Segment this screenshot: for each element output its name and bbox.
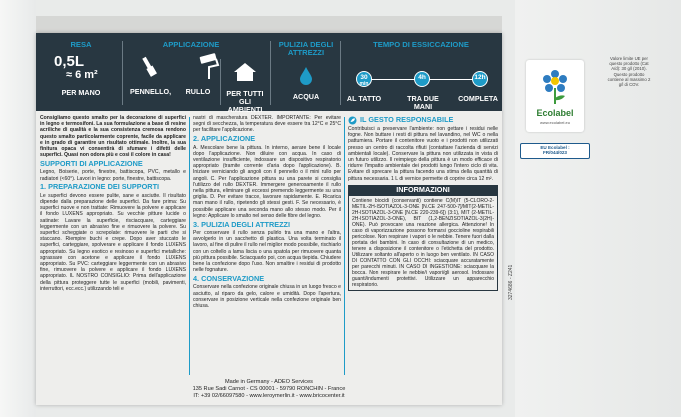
can-rim bbox=[36, 16, 502, 34]
ecolabel-reg-line1: EU Ecolabel : bbox=[540, 145, 570, 150]
column-divider bbox=[189, 117, 190, 375]
informazioni-title: INFORMAZIONI bbox=[348, 185, 498, 195]
preparazione-text: Le superfici devono essere pulite, sane e asciutte. Il risultato dipende dalla preparazione delle superfici. Da fare prima: Su superfici nuove e non trattate: Rimuovere la polvere e applicare il fondo LUXENS appropriato. Su vecchie pitture lucide o satinate: Lavare la superficie, risciacquare, carteggiare leggermente con un abrasivo fine e rimuovere la polvere. Su superfici scheggiate o screpolate: rimuovere le parti che si staccano. Riempire buchi e crepe. Dopo aver stuccato le superfici, carteggiare, spolverare e applicare il fondo LUXENS appropriato. Su legno esotico e resinoso e superfici metalliche: sgrassare con acetone e applicare il fondo LUXENS appropriato. Su PVC: carteggiare leggermente con un abrasivo fine, rimuovere la polvere e applicare il fondo LUXENS appropriato. IL NOSTRO CONSIGLIO: Prima dell'applicazione della pittura proteggere tutte le superfici (mobili, pavimenti, interruttori, ecc.ecc.) utilizzando teli e bbox=[40, 192, 186, 292]
ecolabel-reg-line2: FR/044/023 bbox=[542, 150, 567, 156]
footer-contacts: IT: +39 02/66097580 - www.leroymerlin.it - www.bricocenter.it bbox=[193, 393, 345, 399]
gesto-text: Contribuisci a preservare l'ambiente: non gettare i residui nelle fogne. Non buttare i resti di pittura nel lavandino, nel WC o nella pattumiera. Portare il contenitore vuoto e i prodotti non utilizzati presso un centro di raccolta rifiuti (contattare l'azienda di servizi ambientali locale). Conservare la pittura non utilizzata in vista di un futuro utilizzo. Il reimpiego della pittura è un modo efficace di ridurre l'impatto ambientale dei prodotti lungo l'intero ciclo di vita. Evitare di sprecare la pittura facendo una stima della quantità di pittura necessaria. 1 L di vernice permette di coprire circa 12 m². bbox=[348, 126, 498, 182]
resa-liters: 0,5L bbox=[54, 53, 85, 70]
stage-label-3: COMPLETA bbox=[458, 94, 498, 103]
applicazione-text: A. Mescolare bene la pittura. In interno, aerare bene il locale dopo l'applicazione. Non diluire con acqua. In caso di ventilazione insufficiente, indossare un dispositivo respiratorio appropriato (tramite corrente d'aria dopo l'applicazione). B. Iniziare verniciando gli angoli con il pennello o il mini rullo per angoli. C. Per l'applicazione pittura su una parete si consiglia l'utilizzo del rullo DEXTER. Immergere generosamente il rullo nella pittura, eliminare gli eccessi premendo leggermente su una griglia. D. Per evitare tracce, lavorare rapidamente. E. Ricarica man mano il rullo, ripetendo gli stessi gesti. F. Se necessario, è possibile applicare una seconda mano allo stesso modo. Per il legno: Applicare lo smalto nel senso delle fibre del legno. bbox=[193, 144, 341, 219]
applicazione-title: APPLICAZIONE bbox=[162, 40, 220, 49]
applicazione-section-title: 2. APPLICAZIONE bbox=[193, 134, 256, 144]
tool-brush: PENNELLO, bbox=[130, 87, 172, 96]
barcode-text: 3274686 - Z241 bbox=[508, 264, 514, 300]
resa-title: RESA bbox=[70, 40, 92, 49]
separator bbox=[340, 41, 341, 105]
stage-value: 12h bbox=[474, 74, 486, 81]
roller-icon bbox=[196, 53, 220, 81]
ecolabel-word: Ecolabel bbox=[536, 108, 574, 118]
product-label bbox=[36, 33, 502, 405]
column-1 bbox=[40, 115, 186, 294]
conservazione-title: 4. CONSERVAZIONE bbox=[193, 273, 265, 283]
stage-label-2: TRA DUE MANI bbox=[407, 94, 439, 111]
gesto-title: IL GESTO RESPONSABILE bbox=[360, 115, 454, 125]
conservazione-text: Conservare nella confezione originale chiusa in un luogo fresco e asciutto, al riparo da gelo, calore e umidità. Dopo l'apertura, conservare in posizione verticale nella confezione originale ben chiusa. bbox=[193, 284, 341, 310]
water-drop-icon bbox=[298, 66, 314, 86]
supporti-text: Legno, Boiserie, porte, finestre, battiscopa, PVC, metallo e radiatori (<60°). Lavori in legno: porte, finestre, battiscopa. bbox=[40, 169, 186, 182]
column-3 bbox=[348, 115, 498, 291]
pulizia-title: PULIZIA DEGLI ATTREZZI bbox=[278, 40, 334, 57]
gesto-title-row bbox=[348, 116, 498, 125]
background-left bbox=[0, 0, 36, 417]
footer-address: 135 Rue Sadi Carnot - CS 00001 - 59790 RONCHIN - France bbox=[192, 386, 346, 392]
leaf-icon bbox=[348, 116, 357, 125]
stage-value: 4h bbox=[418, 74, 426, 81]
cov-limit-text: Valore limite UE per questo prodotto (Cat A/d): 30 g/l (2010). Questo prodotto contiene al massimo 2 g/l di COV. bbox=[607, 56, 651, 88]
column-divider bbox=[344, 117, 345, 375]
col2-intro: nastri di mascheratura DEXTER. IMPORTANTE: Per evitare segni di secchezza, la temperatura deve essere tra 12°C e 25°C per facilitare l'applicazione. bbox=[193, 115, 341, 134]
intro-text: Consigliamo questo smalto per la decorazione di superfici in legno e termosifoni. La sua formulazione a base di resine acriliche di qualità e la sua consistenza cremosa rendono questo smalto particolarmente coprente, facile da applicare e in grado di garantire un risultato ottimale. Inoltre, la sua finitura opaca vi consentirà di sfumare i difetti delle superfici. Quasi non odora più e così il colore in casa! bbox=[40, 115, 186, 159]
ecolabel-logo bbox=[526, 60, 584, 132]
stage-label-1: AL TATTO bbox=[346, 94, 382, 103]
pulizia-caption: ACQUA bbox=[292, 92, 320, 101]
house-icon bbox=[232, 61, 258, 83]
label-footer bbox=[36, 379, 502, 405]
informazioni-text: Contiene biocidi (conservanti) contiene C(M)IT (5-CLORO-2-METIL-2H-ISOTIAZOL-3-ONE [N.CE 247-500-7]/MIT(2-METIL-2H-ISOTIAZOL-3-ONE [N.CE 220-239-6]) (3:1), MIT (2-METIL-2H-ISOTIAZOL-3-ONE), BIT (1,2-BENZISOTIAZOL-3(2H)-ONE). Può provocare una reazione allergica. Attenzione! In caso di vaporizzazione possono formarsi goccioline respirabili pericolose. Non respirare i vapori o le nebbie. Tenere fuori dalla portata dei bambini. In caso di consultazione di un medico, tenere a disposizione il contenitore o l'etichetta del prodotto. Utilizzare soltanto all'aperto o in luogo ben ventilato. IN CASO DI CONTATTO CON GLI OCCHI: sciacquare accuratamente per parecchi minuti. IN CASO DI INGESTIONE: sciacquare la bocca. Non respirare le nebbie/i vapori/gli aerosol. Indossare guanti/indumenti protettivi. Utilizzare un apparecchio respiratorio. bbox=[348, 195, 498, 291]
stage-circle-3 bbox=[472, 71, 488, 87]
separator bbox=[270, 41, 271, 105]
preparazione-title: 1. PREPARAZIONE DEI SUPPORTI bbox=[40, 182, 160, 192]
applicazione-target: PER TUTTI GLI AMBIENTI bbox=[226, 89, 264, 114]
ecolabel-url: www.ecolabel.eu bbox=[539, 120, 571, 125]
header-band bbox=[36, 33, 502, 114]
ecolabel-flower-icon bbox=[539, 66, 571, 106]
brush-icon bbox=[136, 55, 158, 81]
essiccazione-title: TEMPO DI ESSICCAZIONE bbox=[373, 40, 469, 49]
ecolabel-registration bbox=[520, 143, 590, 159]
column-2 bbox=[193, 115, 341, 311]
resa-caption: PER MANO bbox=[61, 88, 101, 97]
stage-value: 30 bbox=[360, 74, 368, 81]
supporti-title: SUPPORTI DI APPLICAZIONE bbox=[40, 158, 143, 168]
stage-unit: min bbox=[359, 81, 369, 87]
resa-m2: ≈ 6 m² bbox=[66, 69, 98, 81]
stage-circle-2 bbox=[414, 71, 430, 87]
stage-circle-1 bbox=[356, 71, 372, 87]
footer-made: Made in Germany - ADEO Services bbox=[225, 379, 313, 385]
pulizia-section-title: 3. PULIZIA DEGLI ATTREZZI bbox=[193, 219, 291, 229]
tool-roller: RULLO bbox=[185, 87, 211, 96]
separator bbox=[122, 41, 123, 105]
separator bbox=[220, 59, 221, 105]
pulizia-text: Per conservare il rullo senza pulirlo tra una mano e l'altra, avvolgerlo in un sacchetto di plastica. Una volta terminato il lavoro, al fine di pulire il rullo nel miglior modo possibile, rischiarlo con un coltello a lama liscia o una spatola per rimuovere quanta più pittura possibile. Sciacquarlo poi, con acqua tiepida. Chiudere bene la confezione dopo l'uso. Non smaltire i residui di prodotto nelle fognature. bbox=[193, 230, 341, 274]
